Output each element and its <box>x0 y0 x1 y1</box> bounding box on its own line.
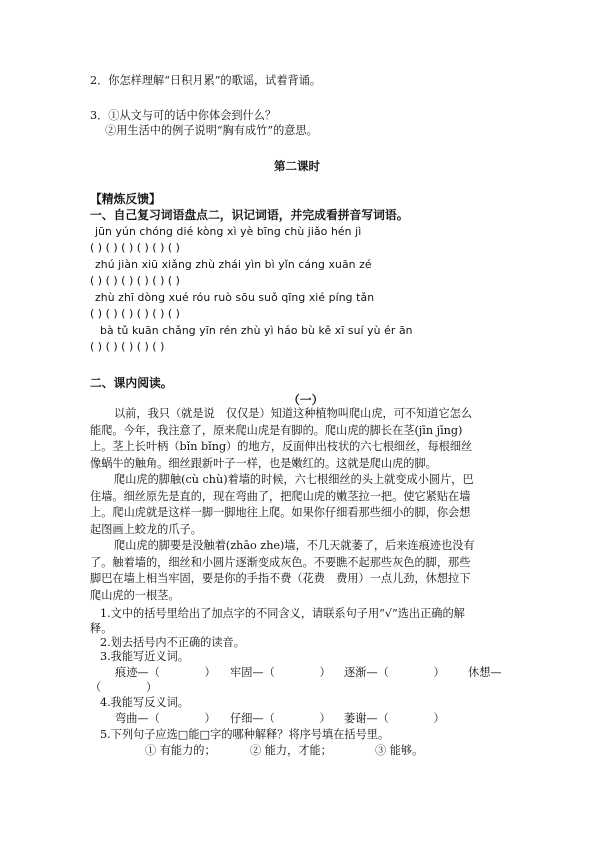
passage-line: 以前，我只（就是说 仅仅是）知道这种植物叫爬山虎，可不知道它怎么 <box>114 407 473 420</box>
exercise-1-line-a: 1.文中的括号里给出了加点字的不同含义，请联系句子用“√”选出正确的解 <box>100 607 465 620</box>
passage-line: 起图画上蛟龙的爪子。 <box>90 522 202 536</box>
passage-line: 爬山虎的脚触(cù chù)着墙的时候，六七根细丝的头上就变成小圆片，巴 <box>114 473 474 486</box>
bracket-row-2: ( ) ( ) ( ) ( ) ( ) ( ) <box>90 274 180 287</box>
exercise-5: 5.下列句子应选□能□字的哪种解释？将序号填在括号里。 <box>100 728 390 741</box>
exercise-4-item: 萎谢—（ ） <box>344 712 445 725</box>
passage-line: 爬山虎的脚要是没触着(zhāo zhe)墙，不几天就萎了，后来连痕迹也没有 <box>114 539 475 552</box>
part-label: （一） <box>288 393 324 407</box>
exercise-5-option: ② 能力，才能； <box>250 744 332 757</box>
exercise-4: 4.我能写反义词。 <box>100 696 189 709</box>
question-3a: 3．①从文与可的话中你体会到什么？ <box>90 109 277 122</box>
exercise-5-option: ③ 能够。 <box>375 744 424 757</box>
exercise-5-option: ① 有能力的； <box>145 744 216 757</box>
exercise-3-item: 休想— <box>468 666 502 679</box>
passage-line: 上。爬山虎就是这样一脚一脚地往上爬。如果你仔细看那些细小的脚，你会想 <box>90 506 471 519</box>
exercise-4-item: 仔细—（ ） <box>230 712 331 725</box>
exercise-3-item: 痕迹—（ ） <box>115 666 216 679</box>
exercise-3-item: 牢固—（ ） <box>230 666 331 679</box>
pinyin-row-3: zhù zhī dòng xué róu ruò sōu suǒ qīng xié píng tǎn <box>95 291 375 304</box>
lesson-title: 第二课时 <box>274 159 320 173</box>
passage-line: 爬山虎的一根茎。 <box>90 588 180 602</box>
passage-paragraph-2 <box>90 472 510 538</box>
passage-line: 上。茎上长叶柄（bǐn bǐng）的地方，反面伸出枝状的六七根细丝，每根细丝 <box>90 440 473 453</box>
pinyin-row-4: bà tǔ kuān chǎng yīn rén zhù yì háo bù kě xī suí yù ér ān <box>100 324 413 337</box>
exercise-2: 2.划去括号内不正确的读音。 <box>100 636 245 649</box>
passage-line: 能爬。今年，我注意了，原来爬山虎是有脚的。爬山虎的脚长在茎(jīn jīng) <box>90 423 463 437</box>
bracket-row-3: ( ) ( ) ( ) ( ) ( ) ( ) <box>90 307 180 320</box>
bracket-row-1: ( ) ( ) ( ) ( ) ( ) ( ) <box>90 241 180 254</box>
exercise-3-wrap: （ ） <box>90 681 158 694</box>
section2-heading: 二、课内阅读。 <box>90 376 173 390</box>
passage-line: 了。触着墙的，细丝和小圆片逐渐变成灰色。不要瞧不起那些灰色的脚，那些 <box>90 555 471 569</box>
passage-line: 住墙。细丝原先是直的，现在弯曲了，把爬山虎的嫩茎拉一把。使它紧贴在墙 <box>90 489 471 503</box>
exercise-1-line-b: 释。 <box>90 622 113 635</box>
passage-paragraph-3 <box>90 538 510 604</box>
exercise-3: 3.我能写近义词。 <box>100 650 189 663</box>
passage-line: 脚巴在墙上相当牢固，要是你的手指不费（花费 费用）一点儿劲，休想拉下 <box>90 572 471 585</box>
section1-heading: 一、自己复习词语盘点二，识记词语，并完成看拼音写词语。 <box>90 208 409 222</box>
pinyin-row-1: jūn yún chóng dié kòng xì yè bīng chù jiǎo hén jì <box>95 225 362 238</box>
passage-paragraph-1 <box>90 406 510 472</box>
pinyin-row-2: zhú jiàn xiū xiǎng zhù zhái yìn bì yǐn cáng xuān zé <box>95 258 372 271</box>
exercise-4-item: 弯曲—（ ） <box>115 712 216 725</box>
bracket-row-4: ( ) ( ) ( ) ( ) ( ) <box>90 340 165 353</box>
question-3b: ②用生活中的例子说明“胸有成竹”的意思。 <box>105 124 318 137</box>
feedback-heading: 【精炼反馈】 <box>90 192 161 206</box>
exercise-3-item: 逐渐—（ ） <box>344 666 445 679</box>
passage-line: 像蜗牛的触角。细丝跟新叶子一样，也是嫩红的。这就是爬山虎的脚。 <box>90 456 437 470</box>
question-2: 2．你怎样理解“日积月累”的歌谣，试着背诵。 <box>90 74 322 87</box>
